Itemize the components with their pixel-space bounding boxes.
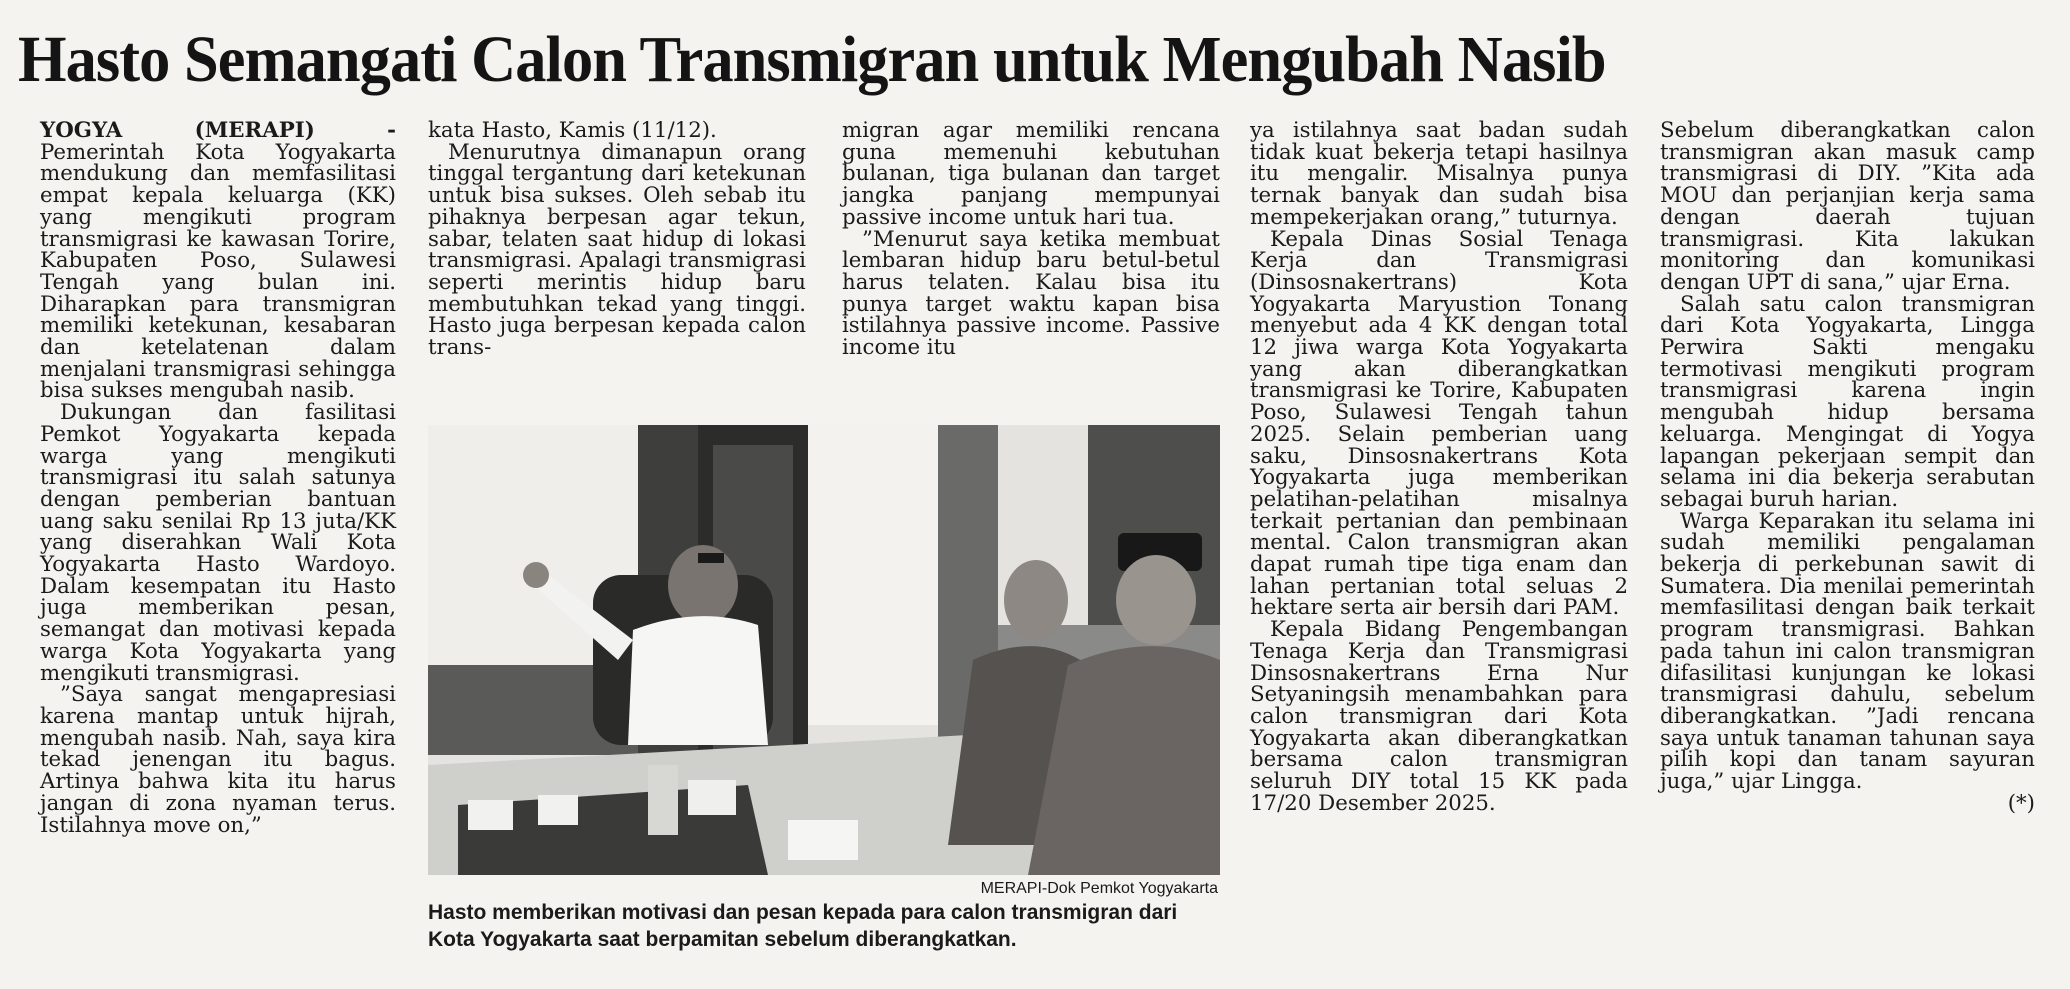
paragraph: ya istilahnya saat badan sudah tidak kuat bekerja tetapi hasilnya itu mengalir. Misalnya punya ternak banyak dan sudah bisa mempekerjakan orang,” tuturnya.	[1250, 118, 1628, 230]
article-column-4	[1250, 120, 1628, 815]
article-column-1	[40, 120, 396, 836]
paragraph: Warga Keparakan itu selama ini sudah memiliki pengalaman bekerja di perkebunan sawit di Sumatera. Dia menilai pemerintah memfasilitasi dengan baik terkait program transmigrasi. Bahkan pada tahun ini calon transmigran difasilitasi kunjungan ke lokasi transmigrasi dahulu, sebelum diberangkatkan. ”Jadi rencana saya untuk tanaman tahunan saya pilih kopi dan tanam sayuran juga,” ujar Lingga.	[1660, 508, 2035, 795]
paragraph: ”Menurut saya ketika membuat lembaran hidup baru betul-betul harus telaten. Kalau bisa itu punya target waktu kapan bisa istilahnya passive income. Passive income itu	[842, 226, 1220, 361]
photo-illustration	[428, 425, 1220, 875]
paragraph: Sebelum diberangkatkan calon transmigran akan masuk camp transmigrasi di DIY. ”Kita ada MOU dan perjanjian kerja sama dengan daerah tujuan transmigrasi. Kita lakukan monitoring dan komunikasi dengan UPT di sana,” ujar Erna.	[1660, 118, 2035, 295]
paragraph: kata Hasto, Kamis (11/12).	[428, 118, 717, 143]
article-column-5	[1660, 120, 2035, 815]
paragraph: Dukungan dan fasilitasi Pemkot Yogyakarta kepada warga yang mengikuti transmigrasi itu salah satunya dengan pemberian bantuan uang saku senilai Rp 13 juta/KK yang diserahkan Wali Kota Yogyakarta Hasto Wardoyo. Dalam kesempatan itu Hasto juga memberikan pesan, semangat dan motivasi kepada warga Kota Yogyakarta yang mengikuti transmigrasi.	[40, 400, 396, 686]
signature: (*)	[2007, 790, 2035, 816]
paragraph: Menurutnya dimanapun orang tinggal tergantung dari ketekunan untuk bisa sukses. Oleh sebab itu pihaknya berpesan agar tekun, sabar, telaten saat hidup di lokasi transmigrasi. Apalagi transmigrasi seperti merintis hidup baru membutuhkan tekad yang tinggi. Hasto juga berpesan kepada calon trans-	[428, 139, 806, 361]
photo-credit: MERAPI-Dok Pemkot Yogyakarta	[980, 880, 1218, 897]
paragraph: ”Saya sangat mengapresiasi karena mantap untuk hijrah, mengubah nasib. Nah, saya kira tekad jenengan itu bagus. Artinya bahwa kita itu harus jangan di zona nyaman terus. Istilahnya move on,”	[40, 682, 396, 838]
lead-paragraph	[40, 120, 396, 402]
dateline: YOGYA (MERAPI) -	[40, 118, 396, 143]
headline: Hasto Semangati Calon Transmigran untuk Mengubah Nasib	[18, 23, 1606, 96]
photo-caption: Hasto memberikan motivasi dan pesan kepada para calon transmigran dari Kota Yogyakarta saat berpamitan sebelum diberangkatkan.	[428, 901, 1178, 951]
paragraph: migran agar memiliki rencana guna memenuhi kebutuhan bulanan, tiga bulanan dan target jangka panjang mempunyai passive income untuk hari tua.	[842, 118, 1220, 230]
paragraph: Salah satu calon transmigran dari Kota Yogyakarta, Lingga Perwira Sakti mengaku termotivasi mengikuti program transmigrasi karena ingin mengubah hidup bersama keluarga. Mengingat di Yogya lapangan pekerjaan sempit dan selama ini dia bekerja serabutan sebagai buruh harian.	[1660, 291, 2035, 512]
news-photo	[428, 425, 1220, 875]
lead-text: Pemerintah Kota Yogyakarta mendukung dan memfasilitasi empat kepala keluarga (KK) yang mengikuti program transmigrasi ke kawasan Torire, Kabupaten Poso, Sulawesi Tengah yang bulan ini. Diharapkan para transmigran memiliki ketekunan, kesabaran dan ketelatenan dalam menjalani transmigrasi sehingga bisa sukses mengubah nasib.	[40, 139, 396, 404]
paragraph: Kepala Dinas Sosial Tenaga Kerja dan Transmigrasi (Dinsosnakertrans) Kota Yogyakarta Maryustion Tonang menyebut ada 4 KK dengan total 12 jiwa warga Kota Yogyakarta yang akan diberangkatkan transmigrasi ke Torire, Kabupaten Poso, Sulawesi Tengah tahun 2025. Selain pemberian uang saku, Dinsosnakertrans Kota Yogyakarta juga memberikan pelatihan-pelatihan misalnya terkait pertanian dan pembinaan mental. Calon transmigran akan dapat rumah tipe tiga enam dan lahan pertanian total seluas 2 hektare serta air bersih dari PAM.	[1250, 226, 1628, 621]
article-column-2	[428, 120, 806, 359]
article-column-3	[842, 120, 1220, 359]
paragraph: Kepala Bidang Pengembangan Tenaga Kerja dan Transmigrasi Dinsosnakertrans Erna Nur Setyaningsih menambahkan para calon transmigran dari Kota Yogyakarta akan diberangkatkan bersama calon transmigran seluruh DIY total 15 KK pada 17/20 Desember 2025.	[1250, 617, 1628, 816]
